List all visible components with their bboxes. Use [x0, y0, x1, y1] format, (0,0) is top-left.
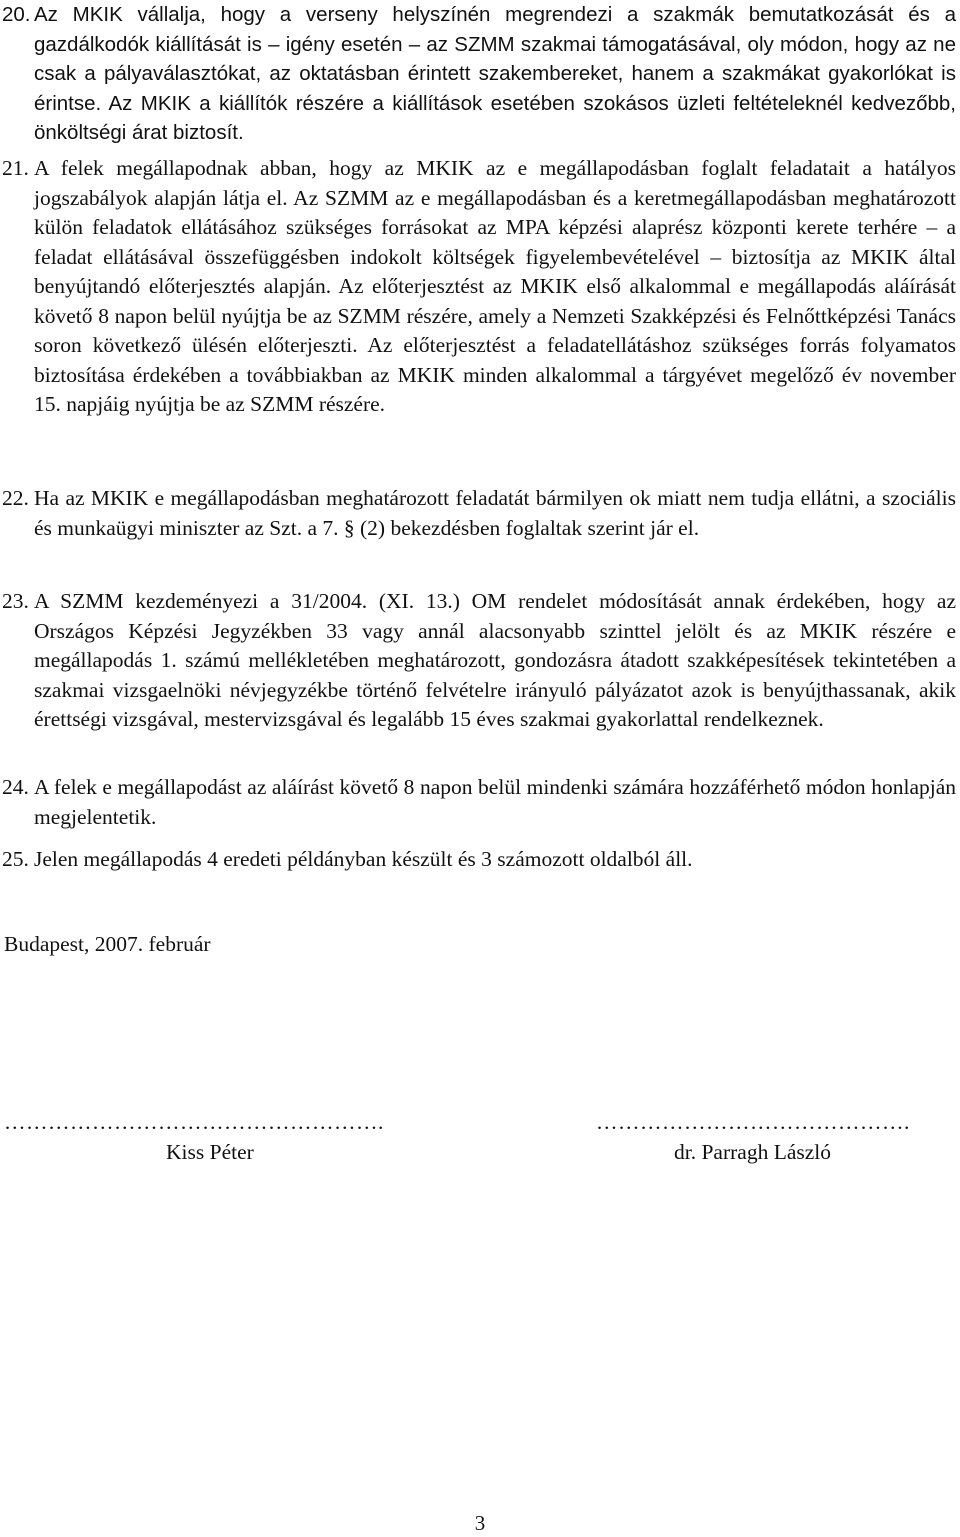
section-text: Az MKIK vállalja, hogy a verseny helyszínén megrendezi a szakmák bemutatkozását és a gazdálkodók kiállítását is – igény esetén – az SZMM szakmai támogatásával, oly módon, hogy az ne csak a pályaválasztókat, az oktatásban érintett szakembereket, hanem a szakmákat gyakorlókat is érintse. Az MKIK a kiállítók részére a kiállítások esetében szokásos üzleti feltételeknél kedvezőbb, önköltségi árat biztosít. — [34, 3, 956, 144]
section-number: 22. — [2, 486, 29, 510]
section-text: Jelen megállapodás 4 eredeti példányban készült és 3 számozott oldalból áll. — [34, 847, 693, 871]
section-text: A SZMM kezdeményezi a 31/2004. (XI. 13.) OM rendelet módosítását annak érdekében, hogy az Országos Képzési Jegyzékben 33 vagy annál alacsonyabb szinttel jelölt és az MKIK részére e megállapodás 1. számú mellékletében meghatározott, gondozásra átadott szakképesítések tekintetében a szakmai vizsgaelnöki névjegyzékbe történő felvételre irányuló pályázatot azok is benyújthassanak, akik érettségi vizsgával, mestervizsgával és legalább 15 éves szakmai gyakorlattal rendelkeznek. — [34, 589, 956, 731]
signature-block-right — [596, 1108, 956, 1167]
section-number: 23. — [2, 589, 29, 613]
section-text: A felek e megállapodást az aláírást követő 8 napon belül mindenki számára hozzáférhető módon honlapján megjelentetik. — [34, 775, 956, 829]
place-and-date: Budapest, 2007. február — [4, 932, 211, 956]
signatory-name: dr. Parragh László — [674, 1139, 832, 1164]
section-number: 21. — [2, 156, 29, 180]
signatory-name: Kiss Péter — [166, 1139, 254, 1164]
section-23 — [2, 587, 956, 735]
section-25 — [2, 845, 956, 875]
page-number: 3 — [474, 1511, 486, 1535]
signature-block-left — [4, 1108, 444, 1167]
section-21 — [2, 154, 956, 420]
section-number: 25. — [2, 847, 29, 871]
signature-line: ……………………………………………. — [4, 1110, 384, 1134]
section-text: Ha az MKIK e megállapodásban meghatározott feladatát bármilyen ok miatt nem tudja ellátni, a szociális és munkaügyi miniszter az Szt. a 7. § (2) bekezdésben foglaltak szerint jár el. — [34, 486, 956, 540]
signature-line: ……………………………………. — [596, 1110, 910, 1134]
section-number: 24. — [2, 775, 29, 799]
section-text: A felek megállapodnak abban, hogy az MKIK az e megállapodásban foglalt feladatait a hatályos jogszabályok alapján látja el. Az SZMM az e megállapodásban és a keretmegállapodásban meghatározott külön feladatok ellátásához szükséges forrásokat az MPA képzési alaprész központi kerete terhére – a feladat ellátásával összefüggésben indokolt költségek figyelembevételével – biztosítja az MKIK által benyújtandó előterjesztés alapján. Az előterjesztést az MKIK első alkalommal e megállapodás aláírását követő 8 napon belül nyújtja be az SZMM részére, amely a Nemzeti Szakképzési és Felnőttképzési Tanács soron következő ülésén előterjeszti. Az előterjesztést a feladatellátáshoz szükséges forrás folyamatos biztosítása érdekében a továbbiakban az MKIK minden alkalommal a tárgyévet megelőző év november 15. napjáig nyújtja be az SZMM részére. — [34, 156, 956, 416]
section-20 — [2, 0, 956, 148]
section-number: 20. — [2, 3, 31, 26]
section-24 — [2, 773, 956, 832]
section-22 — [2, 484, 956, 543]
